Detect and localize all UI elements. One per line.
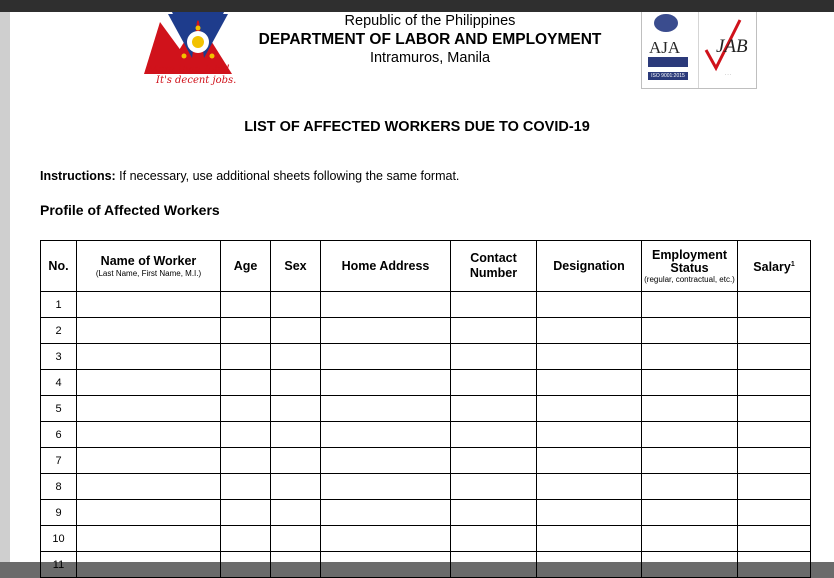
cell-employment[interactable] bbox=[642, 370, 738, 396]
table-header-row bbox=[41, 241, 811, 292]
location-heading: Intramuros, Manila bbox=[369, 50, 491, 66]
row-number: 4 bbox=[41, 370, 77, 396]
table-row bbox=[41, 292, 811, 318]
cell-employment[interactable] bbox=[642, 292, 738, 318]
row-number: 11 bbox=[41, 552, 77, 578]
cell-address[interactable] bbox=[321, 422, 451, 448]
cell-sex[interactable] bbox=[271, 422, 321, 448]
aja-iso-bar bbox=[648, 72, 688, 80]
header-no: No. bbox=[41, 241, 77, 292]
cell-name[interactable] bbox=[77, 292, 221, 318]
cell-sex[interactable] bbox=[271, 396, 321, 422]
table-row bbox=[41, 552, 811, 578]
cell-designation[interactable] bbox=[537, 448, 642, 474]
cell-address[interactable] bbox=[321, 500, 451, 526]
table-row bbox=[41, 500, 811, 526]
section-title: Profile of Affected Workers bbox=[40, 202, 220, 218]
cell-contact[interactable] bbox=[451, 448, 537, 474]
cell-name[interactable] bbox=[77, 448, 221, 474]
row-number: 8 bbox=[41, 474, 77, 500]
cell-contact[interactable] bbox=[451, 552, 537, 578]
row-number: 3 bbox=[41, 344, 77, 370]
cell-employment[interactable] bbox=[642, 448, 738, 474]
cell-sex[interactable] bbox=[271, 344, 321, 370]
table-row bbox=[41, 370, 811, 396]
cell-contact[interactable] bbox=[451, 344, 537, 370]
cell-age[interactable] bbox=[221, 500, 271, 526]
cell-designation[interactable] bbox=[537, 474, 642, 500]
cell-address[interactable] bbox=[321, 318, 451, 344]
cell-salary[interactable] bbox=[738, 292, 811, 318]
row-number: 10 bbox=[41, 526, 77, 552]
cell-address[interactable] bbox=[321, 344, 451, 370]
workers-table bbox=[40, 240, 811, 578]
jab-fine-print: · · · bbox=[724, 72, 732, 77]
cell-designation[interactable] bbox=[537, 396, 642, 422]
cell-name[interactable] bbox=[77, 344, 221, 370]
cell-designation[interactable] bbox=[537, 292, 642, 318]
cell-age[interactable] bbox=[221, 344, 271, 370]
header-name-label: Name of Worker bbox=[100, 254, 197, 268]
header-salary bbox=[738, 241, 811, 292]
header-address: Home Address bbox=[321, 241, 451, 292]
logo-tagline-secondary: It's decent jobs. bbox=[156, 75, 237, 86]
cell-employment[interactable] bbox=[642, 422, 738, 448]
cell-designation[interactable] bbox=[537, 318, 642, 344]
cell-age[interactable] bbox=[221, 292, 271, 318]
cell-sex[interactable] bbox=[271, 500, 321, 526]
cell-name[interactable] bbox=[77, 422, 221, 448]
cell-age[interactable] bbox=[221, 552, 271, 578]
cell-salary[interactable] bbox=[738, 318, 811, 344]
cell-name[interactable] bbox=[77, 526, 221, 552]
cell-age[interactable] bbox=[221, 448, 271, 474]
cell-name[interactable] bbox=[77, 500, 221, 526]
cell-contact[interactable] bbox=[451, 500, 537, 526]
cell-designation[interactable] bbox=[537, 370, 642, 396]
cell-age[interactable] bbox=[221, 474, 271, 500]
cell-contact[interactable] bbox=[451, 370, 537, 396]
header-contact-line2: Number bbox=[469, 266, 518, 280]
cell-sex[interactable] bbox=[271, 370, 321, 396]
cell-salary[interactable] bbox=[738, 474, 811, 500]
row-number: 2 bbox=[41, 318, 77, 344]
header-contact bbox=[451, 241, 537, 292]
cell-employment[interactable] bbox=[642, 526, 738, 552]
cell-employment[interactable] bbox=[642, 396, 738, 422]
row-number: 1 bbox=[41, 292, 77, 318]
department-heading: DEPARTMENT OF LABOR AND EMPLOYMENT bbox=[258, 31, 602, 48]
table-row bbox=[41, 396, 811, 422]
row-number: 7 bbox=[41, 448, 77, 474]
cert-divider bbox=[698, 12, 699, 88]
row-number: 9 bbox=[41, 500, 77, 526]
cell-salary[interactable] bbox=[738, 370, 811, 396]
cell-address[interactable] bbox=[321, 370, 451, 396]
cell-age[interactable] bbox=[221, 318, 271, 344]
cell-address[interactable] bbox=[321, 396, 451, 422]
cell-salary[interactable] bbox=[738, 500, 811, 526]
cell-designation[interactable] bbox=[537, 344, 642, 370]
viewer-top-bar bbox=[0, 0, 834, 12]
certification-badge bbox=[641, 12, 757, 89]
table-row bbox=[41, 474, 811, 500]
header-contact-line1: Contact bbox=[470, 251, 517, 265]
cell-salary[interactable] bbox=[738, 396, 811, 422]
header-name-sub: (Last Name, First Name, M.I.) bbox=[95, 269, 202, 278]
cell-employment[interactable] bbox=[642, 318, 738, 344]
aja-label: AJA bbox=[649, 38, 681, 57]
document-title: LIST OF AFFECTED WORKERS DUE TO COVID-19 bbox=[244, 119, 590, 135]
cell-contact[interactable] bbox=[451, 422, 537, 448]
header-salary-label: Salary bbox=[753, 260, 791, 275]
cell-sex[interactable] bbox=[271, 292, 321, 318]
cell-salary[interactable] bbox=[738, 526, 811, 552]
cell-designation[interactable] bbox=[537, 552, 642, 578]
logo-tagline-primary: More than Jobs! bbox=[148, 64, 230, 75]
cell-employment[interactable] bbox=[642, 344, 738, 370]
cell-salary[interactable] bbox=[738, 552, 811, 578]
cell-salary[interactable] bbox=[738, 448, 811, 474]
cell-contact[interactable] bbox=[451, 396, 537, 422]
cell-employment[interactable] bbox=[642, 552, 738, 578]
cell-age[interactable] bbox=[221, 396, 271, 422]
cell-designation[interactable] bbox=[537, 500, 642, 526]
cell-sex[interactable] bbox=[271, 526, 321, 552]
row-number: 6 bbox=[41, 422, 77, 448]
cell-contact[interactable] bbox=[451, 526, 537, 552]
header-employment bbox=[642, 241, 738, 292]
header-designation: Designation bbox=[537, 241, 642, 292]
cell-contact[interactable] bbox=[451, 292, 537, 318]
cell-name[interactable] bbox=[77, 370, 221, 396]
cell-employment[interactable] bbox=[642, 500, 738, 526]
salary-footnote-marker: 1 bbox=[790, 260, 795, 268]
cell-address[interactable] bbox=[321, 526, 451, 552]
cell-name[interactable] bbox=[77, 318, 221, 344]
cell-name[interactable] bbox=[77, 396, 221, 422]
cell-sex[interactable] bbox=[271, 474, 321, 500]
iso-label: ISO 9001:2015 bbox=[651, 73, 685, 79]
cell-salary[interactable] bbox=[738, 422, 811, 448]
cell-age[interactable] bbox=[221, 422, 271, 448]
cell-sex[interactable] bbox=[271, 552, 321, 578]
cell-sex[interactable] bbox=[271, 448, 321, 474]
cell-designation[interactable] bbox=[537, 422, 642, 448]
table-row bbox=[41, 448, 811, 474]
jab-label: JAB bbox=[716, 36, 748, 57]
cell-contact[interactable] bbox=[451, 474, 537, 500]
row-number: 5 bbox=[41, 396, 77, 422]
cell-name[interactable] bbox=[77, 552, 221, 578]
cell-address[interactable] bbox=[321, 552, 451, 578]
cell-contact[interactable] bbox=[451, 318, 537, 344]
republic-heading: Republic of the Philippines bbox=[344, 13, 516, 29]
cell-address[interactable] bbox=[321, 448, 451, 474]
cell-designation[interactable] bbox=[537, 526, 642, 552]
table-row bbox=[41, 344, 811, 370]
instructions-line bbox=[40, 169, 459, 183]
cell-salary[interactable] bbox=[738, 344, 811, 370]
instructions-label: Instructions: bbox=[40, 169, 116, 183]
header-employment-sub: (regular, contractual, etc.) bbox=[644, 274, 735, 284]
table-row bbox=[41, 318, 811, 344]
instructions-text: If necessary, use additional sheets following the same format. bbox=[115, 169, 460, 183]
table-row bbox=[41, 526, 811, 552]
table-row bbox=[41, 422, 811, 448]
header-age: Age bbox=[221, 241, 271, 292]
cell-address[interactable] bbox=[321, 292, 451, 318]
aja-registered-bar bbox=[648, 57, 688, 67]
cell-employment[interactable] bbox=[642, 474, 738, 500]
cell-age[interactable] bbox=[221, 526, 271, 552]
cell-address[interactable] bbox=[321, 474, 451, 500]
table-body bbox=[41, 292, 811, 578]
cell-name[interactable] bbox=[77, 474, 221, 500]
header-employment-line1: Employment bbox=[651, 247, 727, 262]
document-page bbox=[10, 12, 834, 571]
cell-age[interactable] bbox=[221, 370, 271, 396]
globe-icon bbox=[654, 14, 678, 32]
header-name bbox=[77, 241, 221, 292]
cell-sex[interactable] bbox=[271, 318, 321, 344]
viewer-side-margin bbox=[0, 12, 10, 562]
header-sex: Sex bbox=[271, 241, 321, 292]
header-employment-line2: Status bbox=[670, 260, 709, 275]
